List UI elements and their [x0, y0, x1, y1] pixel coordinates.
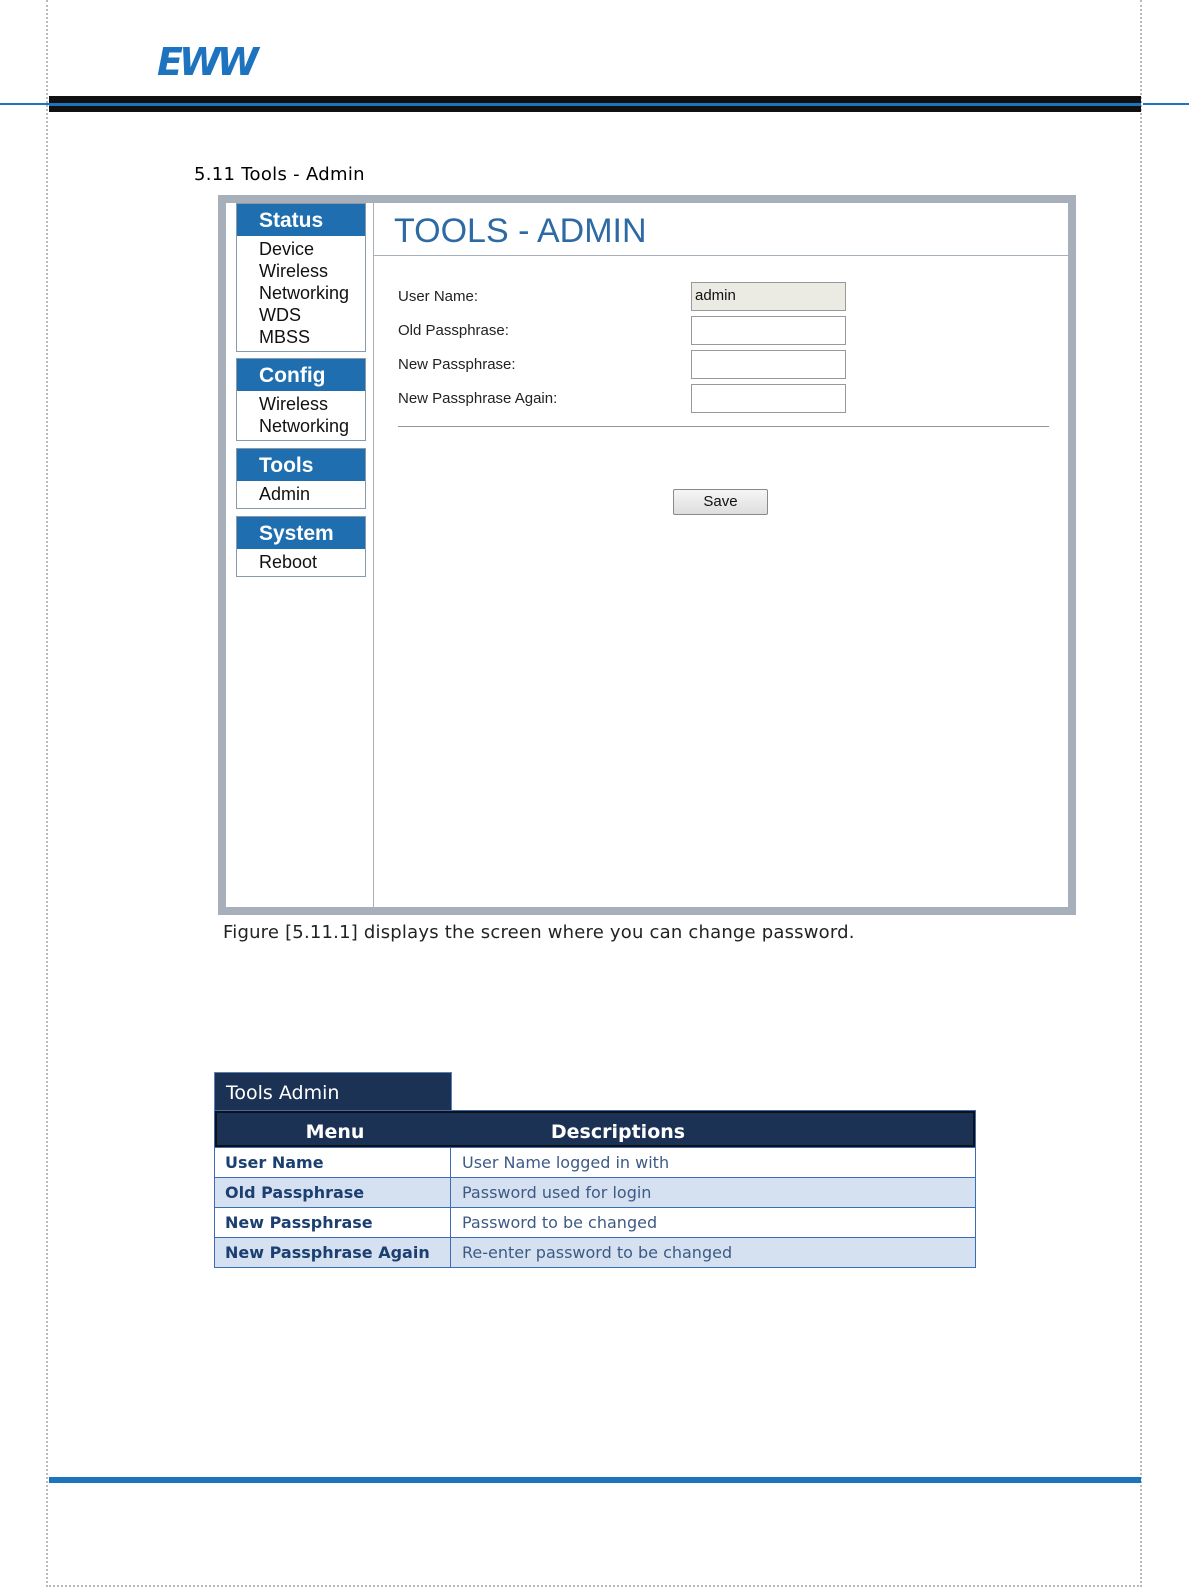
table-row [215, 1147, 975, 1177]
menu-heading-system[interactable]: System [237, 517, 365, 549]
menu-item-reboot[interactable]: Reboot [259, 552, 318, 572]
row-desc: Re-enter password to be changed [462, 1243, 733, 1262]
table-row [215, 1177, 975, 1207]
sidebar-separator [373, 203, 374, 907]
old-passphrase-label: Old Passphrase: [398, 322, 509, 339]
save-button[interactable]: Save [673, 489, 768, 515]
menu-item-config-wireless[interactable]: Wireless [259, 394, 329, 414]
footer-bar [49, 1477, 1141, 1483]
table-row [215, 1207, 975, 1237]
table-tab-label: Tools Admin [214, 1072, 452, 1110]
old-passphrase-field[interactable] [691, 316, 846, 345]
eww-logo: EWW [157, 40, 255, 84]
menu-heading-status[interactable]: Status [237, 204, 365, 236]
new-passphrase-again-label: New Passphrase Again: [398, 390, 558, 407]
user-name-label: User Name: [398, 288, 479, 305]
menu-heading-config[interactable]: Config [237, 359, 365, 391]
header-line-right [1143, 103, 1189, 105]
menu-item-admin[interactable]: Admin [259, 484, 311, 504]
header-descriptions: Descriptions [550, 1121, 686, 1143]
table-header [215, 1111, 975, 1147]
header-line-left [0, 103, 50, 105]
menu-item-status-wireless[interactable]: Wireless [259, 261, 329, 281]
title-divider [374, 255, 1068, 256]
page-title: TOOLS - ADMIN [394, 212, 647, 250]
menu-item-status-networking[interactable]: Networking [259, 283, 350, 303]
menu-group-system [236, 516, 366, 577]
row-menu: New Passphrase Again [215, 1238, 451, 1267]
description-table [214, 1110, 976, 1268]
menu-item-device[interactable]: Device [259, 239, 315, 259]
row-desc: User Name logged in with [462, 1153, 670, 1172]
row-menu: New Passphrase [215, 1208, 451, 1237]
menu-item-wds[interactable]: WDS [259, 305, 301, 325]
menu-item-config-networking[interactable]: Networking [259, 416, 350, 436]
new-passphrase-label: New Passphrase: [398, 356, 516, 373]
menu-heading-tools[interactable]: Tools [237, 449, 365, 481]
row-desc: Password to be changed [462, 1213, 658, 1232]
menu-group-status [236, 203, 366, 352]
user-name-field[interactable]: admin [691, 282, 846, 311]
row-desc: Password used for login [462, 1183, 652, 1202]
form-divider [398, 426, 1049, 427]
figure-caption: Figure [5.11.1] displays the screen where you can change password. [223, 922, 855, 943]
menu-group-tools [236, 448, 366, 509]
row-menu: Old Passphrase [215, 1178, 451, 1207]
row-menu: User Name [215, 1148, 451, 1177]
table-row [215, 1237, 975, 1267]
admin-screenshot [218, 195, 1076, 915]
section-title: 5.11 Tools - Admin [194, 164, 365, 185]
new-passphrase-field[interactable] [691, 350, 846, 379]
menu-group-config [236, 358, 366, 441]
new-passphrase-again-field[interactable] [691, 384, 846, 413]
header-bar [49, 96, 1141, 112]
menu-item-mbss[interactable]: MBSS [259, 327, 311, 347]
header-menu: Menu [305, 1121, 365, 1143]
